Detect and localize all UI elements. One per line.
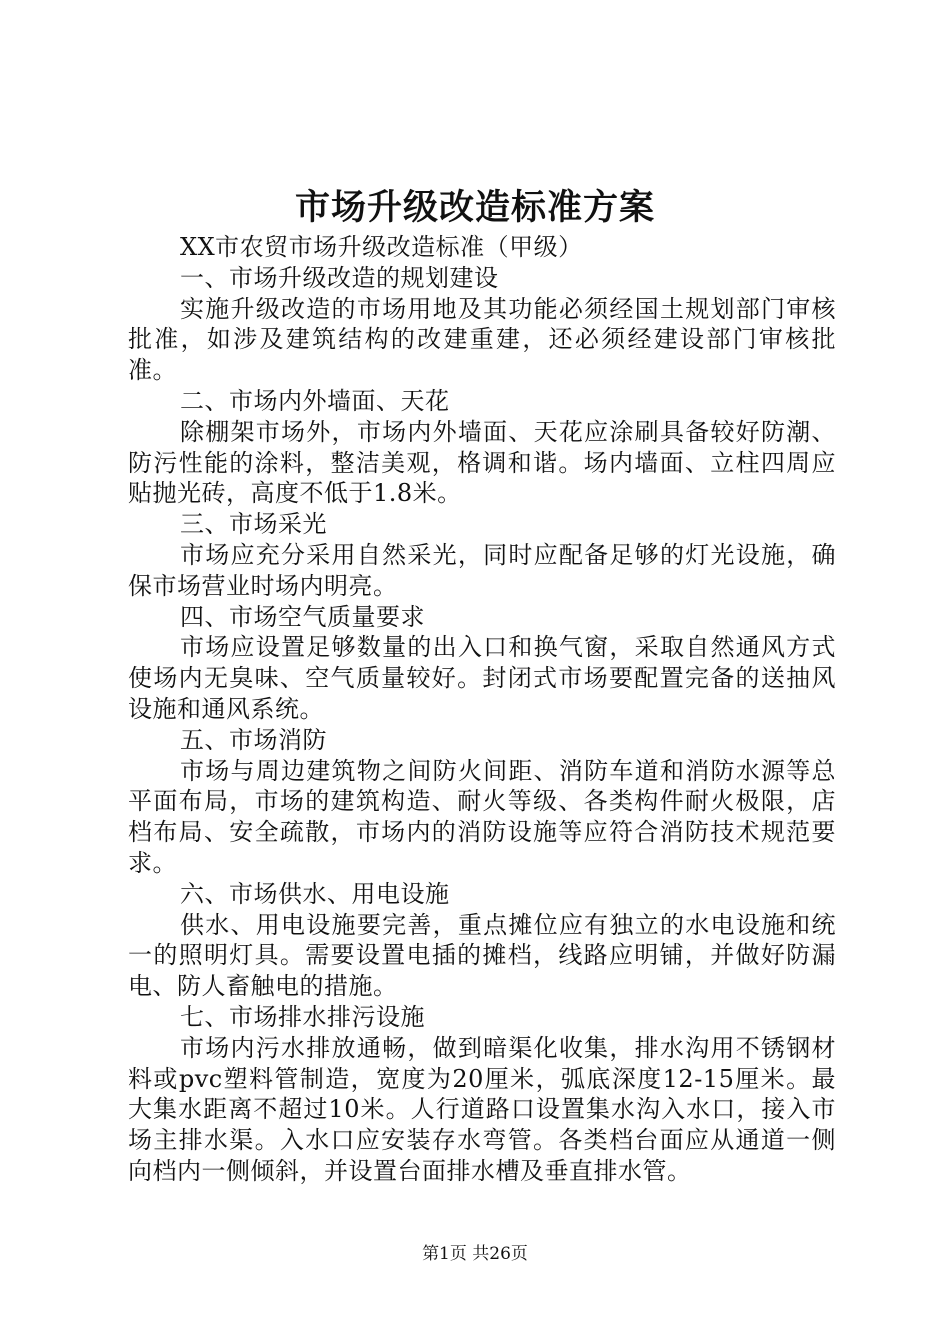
paragraph-subtitle: XX市农贸市场升级改造标准（甲级） [180,233,583,261]
section-paragraph-4: 市场应设置足够数量的出入口和换气窗，采取自然通风方式使场内无臭味、空气质量较好。封闭式市场要配置完备的送抽风设施和通风系统。 [128,633,836,723]
section-paragraph-7: 市场内污水排放通畅，做到暗渠化收集，排水沟用不锈钢材料或pvc塑料管制造，宽度为20厘米，弧底深度12-15厘米。最大集水距离不超过10米。人行道路口设置集水沟入水口，接入市场主排水渠。入水口应安装存水弯管。各类档台面应从通道一侧向档内一侧倾斜，并设置台面排水槽及垂直排水管。 [128,1033,836,1185]
page-footer: 第1页 共26页 [422,1244,528,1264]
section-paragraph-2: 除棚架市场外，市场内外墙面、天花应涂刷具备较好防潮、防污性能的涂料，整洁美观，格调和谐。场内墙面、立柱四周应贴抛光砖，高度不低于1.8米。 [128,417,836,508]
section-paragraph-6: 供水、用电设施要完善，重点摊位应有独立的水电设施和统一的照明灯具。需要设置电插的摊档，线路应明铺，并做好防漏电、防人畜触电的措施。 [128,910,836,1001]
document-title: 市场升级改造标准方案 [294,188,655,228]
section-paragraph-1: 实施升级改造的市场用地及其功能必须经国土规划部门审核批准，如涉及建筑结构的改建重建，还必须经建设部门审核批准。 [128,294,836,385]
document-body [128,232,836,1187]
section-paragraph-3: 市场应充分采用自然采光，同时应配备足够的灯光设施，确保市场营业时场内明亮。 [128,540,836,600]
section-paragraph-5: 市场与周边建筑物之间防火间距、消防车道和消防水源等总平面布局，市场的建筑构造、耐火等级、各类构件耐火极限，店档布局、安全疏散，市场内的消防设施等应符合消防技术规范要求。 [128,756,836,877]
section-heading-1: 一、市场升级改造的规划建设 [180,263,499,292]
section-heading-5: 五、市场消防 [180,725,327,754]
section-heading-4: 四、市场空气质量要求 [180,602,425,631]
section-heading-2: 二、市场内外墙面、天花 [180,386,450,415]
section-heading-7: 七、市场排水排污设施 [180,1002,425,1031]
section-heading-6: 六、市场供水、用电设施 [180,879,450,908]
section-heading-3: 三、市场采光 [180,510,327,539]
